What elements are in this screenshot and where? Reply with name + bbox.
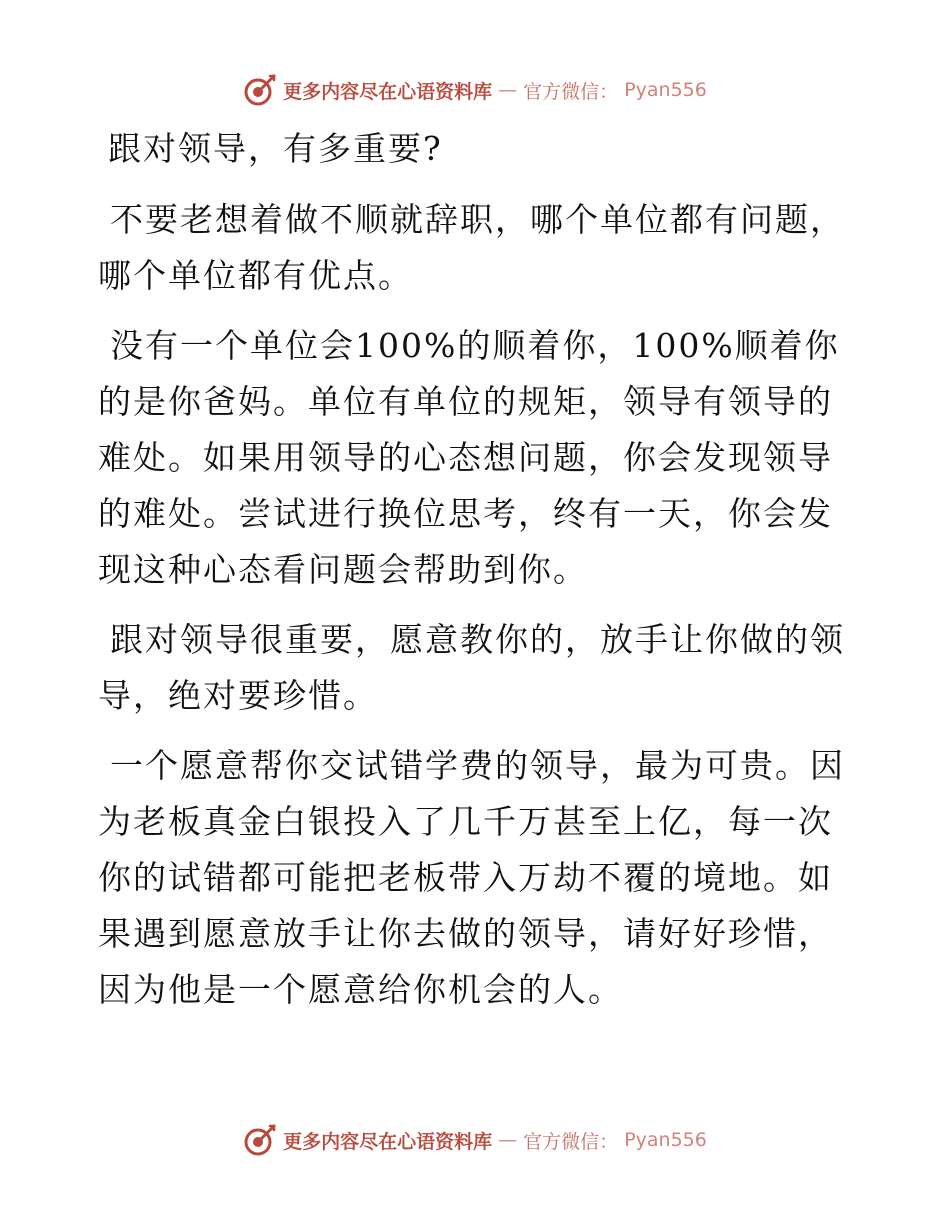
document-title: 跟对领导，有多重要? — [108, 129, 443, 168]
footer-watermark — [0, 1120, 950, 1160]
watermark-separator: — — [498, 79, 518, 101]
watermark-separator: — — [498, 1129, 518, 1151]
brand-logo-icon — [243, 1123, 277, 1157]
paragraph-3: 跟对领导很重要，愿意教你的，放手让你做的领导，绝对要珍惜。 — [98, 620, 845, 715]
watermark-wechat-label: 官方微信： — [523, 80, 619, 103]
paragraph-2: 没有一个单位会100%的顺着你，100%顺着你的是你爸妈。单位有单位的规矩，领导有领导的难处。如果用领导的心态想问题，你会发现领导的难处。尝试进行换位思考，终有一天，你会发现这种心态看问题会帮助到你。 — [98, 326, 840, 589]
paragraph-4: 一个愿意帮你交试错学费的领导，最为可贵。因为老板真金白银投入了几千万甚至上亿，每一次你的试错都可能把老板带入万劫不覆的境地。如果遇到愿意放手让你去做的领导，请好好珍惜，因为他是一个愿意给你机会的人。 — [98, 746, 845, 1009]
brand-logo-icon — [243, 73, 277, 107]
document-body — [98, 120, 858, 1018]
watermark-wechat-label: 官方微信： — [523, 1130, 619, 1153]
watermark-wechat-id: Pyan556 — [624, 79, 707, 101]
watermark-text: 更多内容尽在心语资料库 — [283, 80, 493, 103]
header-watermark — [0, 70, 950, 110]
paragraph-1: 不要老想着做不顺就辞职，哪个单位都有问题，哪个单位都有优点。 — [98, 200, 845, 295]
watermark-text: 更多内容尽在心语资料库 — [283, 1130, 493, 1153]
watermark-wechat-id: Pyan556 — [624, 1129, 707, 1151]
